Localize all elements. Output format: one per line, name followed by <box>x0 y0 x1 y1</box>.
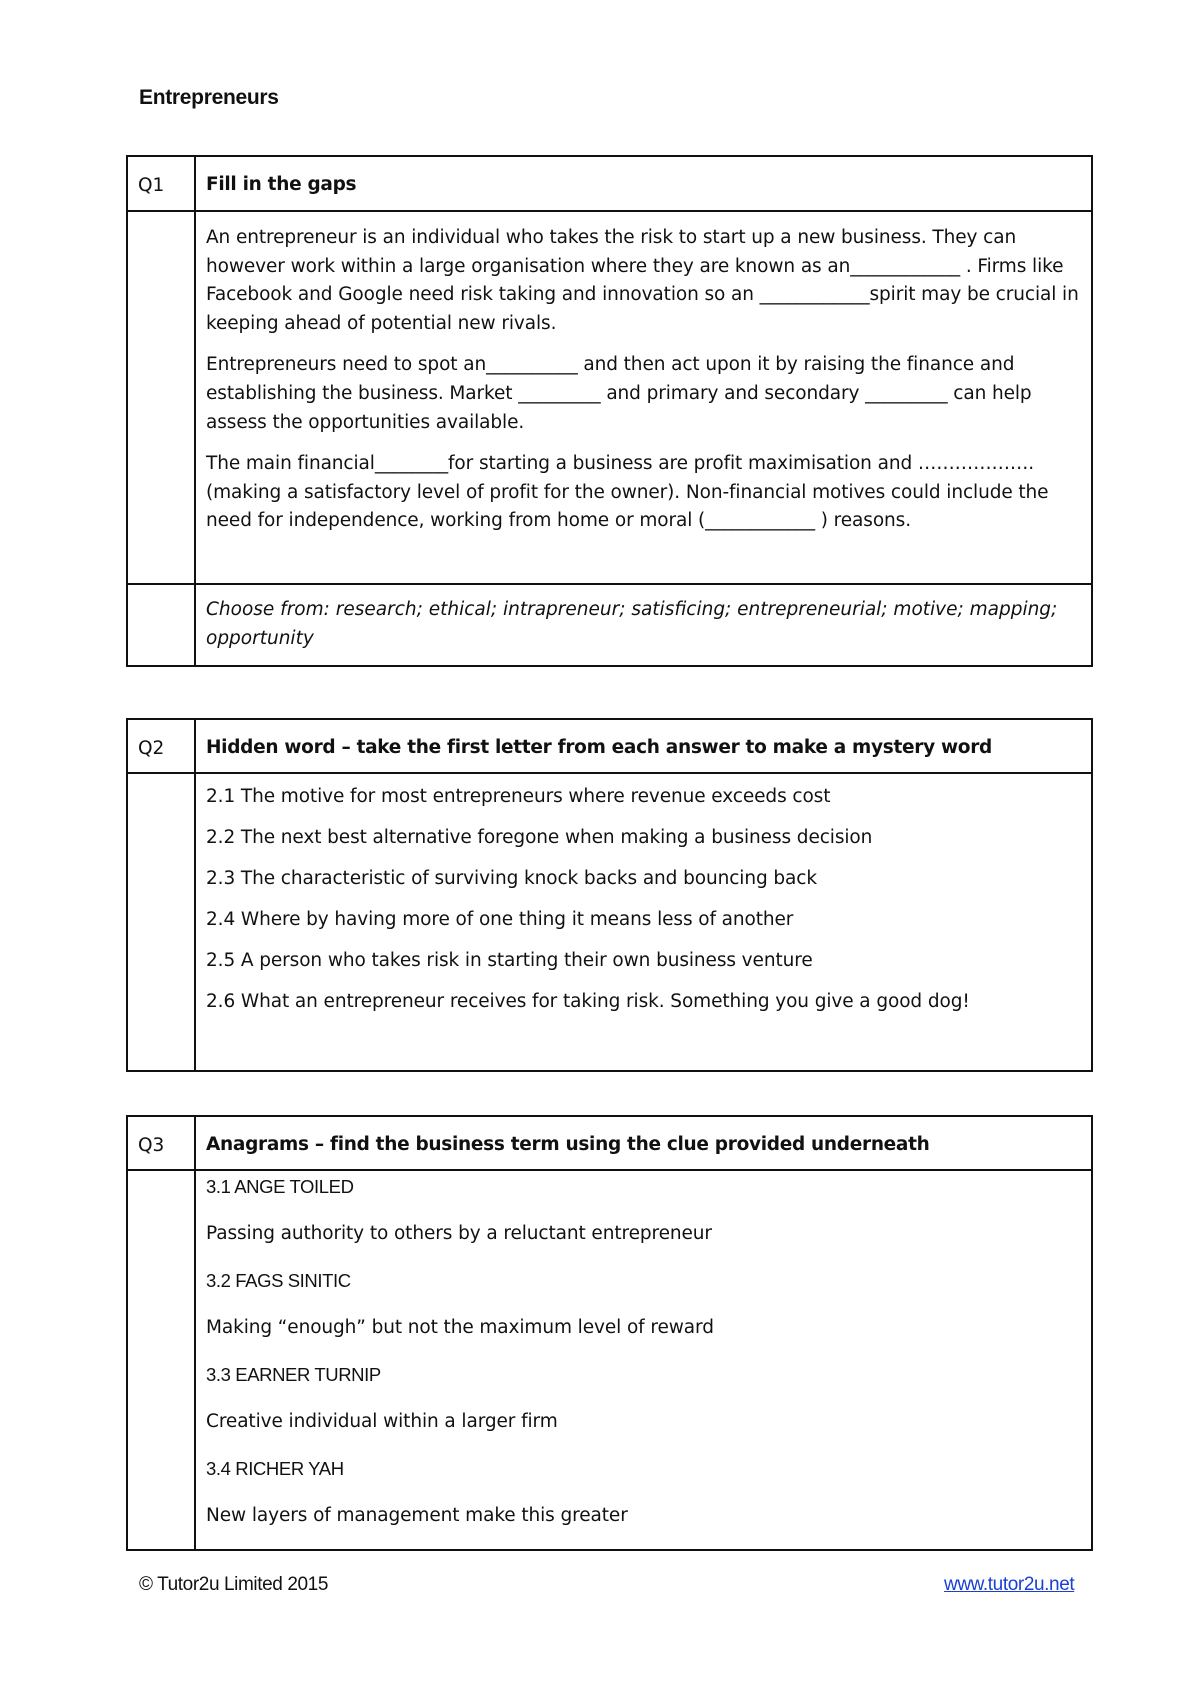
q3-anagram-3: 3.3 EARNER TURNIP <box>206 1364 381 1385</box>
q3-clue-3: Creative individual within a larger firm <box>206 1411 558 1432</box>
q1-empty-cell <box>127 211 195 584</box>
q3-anagram-2: 3.2 FAGS SINITIC <box>206 1270 351 1291</box>
q2-item-4: 2.4 Where by having more of one thing it means less of another <box>206 909 794 930</box>
q2-number: Q2 <box>127 719 195 773</box>
q2-item-5: 2.5 A person who takes risk in starting their own business venture <box>206 950 813 971</box>
q1-paragraph-1: An entrepreneur is an individual who takes the risk to start up a new business. They can however work within a large organisation where they are known as an____________ . Firms like Facebook and Google need risk taking and innovation so an ____________spirit may be crucial in keeping ahead of potential new rivals. <box>206 227 1079 334</box>
q2-item-6: 2.6 What an entrepreneur receives for taking risk. Something you give a good dog! <box>206 991 970 1012</box>
q3-anagram-1: 3.1 ANGE TOILED <box>206 1176 354 1197</box>
q2-body <box>195 773 1092 1071</box>
q2-item-3: 2.3 The characteristic of surviving knock backs and bouncing back <box>206 868 817 889</box>
q3-clue-2: Making “enough” but not the maximum level of reward <box>206 1317 714 1338</box>
q3-clue-1: Passing authority to others by a reluctant entrepreneur <box>206 1223 712 1244</box>
footer-link[interactable]: www.tutor2u.net <box>944 1574 1075 1595</box>
q3-clue-4: New layers of management make this greater <box>206 1505 628 1526</box>
page-title: Entrepreneurs <box>139 86 279 109</box>
q1-paragraph-3: The main financial________for starting a business are profit maximisation and ………………. (making a satisfactory level of profit for the owner). Non-financial motives could include the need for independence, working from home or moral (____________ ) reasons. <box>206 453 1049 532</box>
q1-paragraph-2: Entrepreneurs need to spot an__________ and then act upon it by raising the finance and establishing the business. Market _________ and primary and secondary _________ can help assess the opportunities available. <box>206 354 1032 433</box>
q1-table <box>126 155 1093 667</box>
q1-word-bank: Choose from: research; ethical; intrapreneur; satisficing; entrepreneurial; motive; mapping; opportunity <box>195 584 1092 666</box>
q2-item-1: 2.1 The motive for most entrepreneurs where revenue exceeds cost <box>206 786 831 807</box>
footer-copyright: © Tutor2u Limited 2015 <box>139 1574 328 1595</box>
q1-number: Q1 <box>127 156 195 211</box>
q2-empty-cell <box>127 773 195 1071</box>
q3-anagram-4: 3.4 RICHER YAH <box>206 1458 344 1479</box>
q3-empty-cell <box>127 1170 195 1550</box>
q2-table <box>126 718 1093 1072</box>
q3-table <box>126 1115 1093 1551</box>
q3-header: Anagrams – find the business term using the clue provided underneath <box>195 1116 1092 1170</box>
q3-body <box>195 1170 1092 1550</box>
q1-header: Fill in the gaps <box>195 156 1092 211</box>
q3-number: Q3 <box>127 1116 195 1170</box>
q1-empty-cell-2 <box>127 584 195 666</box>
q1-body <box>195 211 1092 584</box>
q2-item-2: 2.2 The next best alternative foregone when making a business decision <box>206 827 873 848</box>
q2-header: Hidden word – take the first letter from each answer to make a mystery word <box>195 719 1092 773</box>
